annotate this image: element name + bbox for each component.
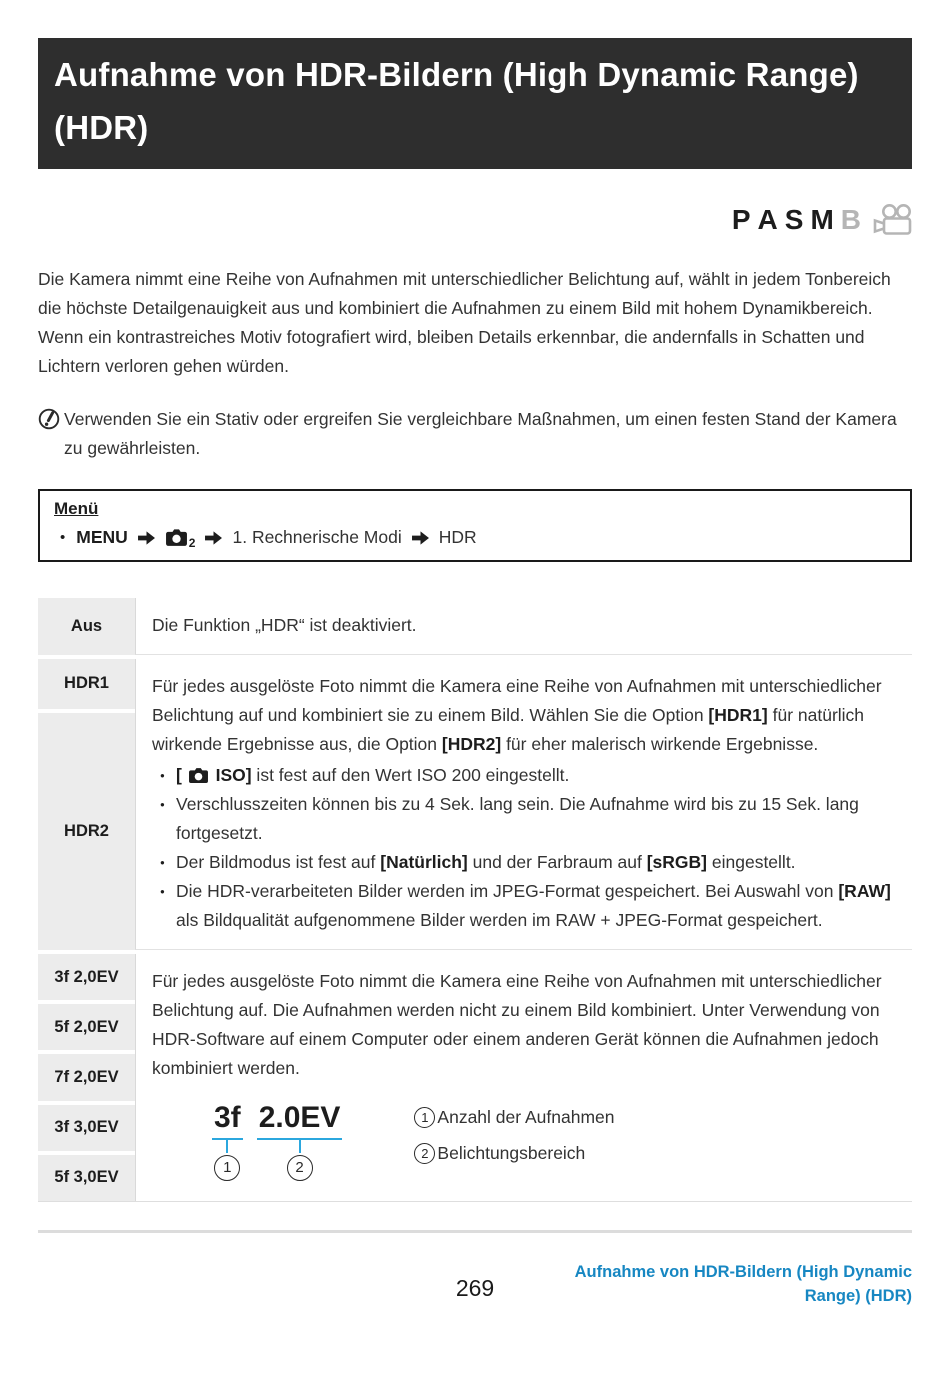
- bullet-dot: •: [60, 528, 66, 546]
- legend-item: [414, 1139, 614, 1168]
- arrow-right-icon: [411, 530, 430, 546]
- menu-step-modes: 1. Rechnerische Modi: [232, 526, 402, 547]
- option-label-3f30: 3f 3,0EV: [38, 1105, 135, 1151]
- diagram-legend: [414, 1101, 614, 1168]
- legend-number-1: 1: [414, 1107, 435, 1128]
- legend-label: Anzahl der Aufnahmen: [437, 1106, 615, 1127]
- callout-number-2: 2: [287, 1155, 313, 1181]
- menu-step-hdr: HDR: [438, 526, 477, 547]
- list-item: [160, 761, 896, 790]
- option-label-7f20: 7f 2,0EV: [38, 1054, 135, 1100]
- option-label-3f20: 3f 2,0EV: [38, 954, 135, 1000]
- menu-box: [38, 489, 912, 562]
- legend-number-2: 2: [414, 1143, 435, 1164]
- notation-sample: [212, 1101, 342, 1181]
- description-text: Die Funktion „HDR“ ist deaktiviert.: [152, 614, 417, 635]
- mode-a: A: [757, 203, 778, 235]
- option-description: [135, 954, 912, 1201]
- mode-p: P: [731, 203, 751, 235]
- table-row: [38, 598, 912, 655]
- arrow-right-icon: [204, 530, 223, 546]
- ev-group: [257, 1101, 343, 1181]
- list-item: [160, 790, 896, 848]
- arrow-right-icon: [137, 530, 156, 546]
- notation-diagram: [212, 1101, 896, 1181]
- table-row: [38, 954, 912, 1201]
- movie-camera-icon: [872, 203, 912, 237]
- option-description: [135, 659, 912, 950]
- legend-item: [414, 1103, 614, 1132]
- hdr-options-table: [38, 598, 912, 1202]
- legend-label: Belichtungsbereich: [437, 1142, 586, 1163]
- list-item: [160, 848, 896, 877]
- menu-step-menu: MENU: [76, 526, 128, 547]
- caution-note: [38, 405, 910, 463]
- option-label-5f20: 5f 2,0EV: [38, 1004, 135, 1050]
- option-label-hdr1: HDR1: [38, 659, 135, 709]
- camera2-subscript: 2: [188, 536, 196, 551]
- shots-group: [212, 1101, 243, 1181]
- mode-b: B: [840, 203, 861, 235]
- shots-value: 3f: [214, 1100, 241, 1134]
- option-label-aus: Aus: [38, 598, 135, 655]
- option-labels: [38, 659, 135, 950]
- option-labels: [38, 954, 135, 1201]
- description-text: Für jedes ausgelöste Foto nimmt die Kamera eine Reihe von Aufnahmen mit unterschiedlicher Belichtung auf. Die Aufnahmen werden nicht zu einem Bild kombiniert. Unter Verwendung von HDR-Software auf einem Computer oder einem anderen Gerät können die Aufnahmen jedoch kombiniert werden.: [152, 970, 882, 1078]
- footer: [38, 1261, 912, 1321]
- ev-value: 2.0EV: [258, 1100, 341, 1134]
- page-number: 269: [455, 1274, 495, 1301]
- page-title-bar: [38, 38, 912, 169]
- table-row: [38, 659, 912, 950]
- caution-icon: [38, 405, 64, 439]
- footer-section-link[interactable]: Aufnahme von HDR-Bildern (High Dynamic Range) (HDR): [574, 1262, 912, 1305]
- description-bullet-list: [152, 761, 896, 935]
- camera2-menu-icon: [165, 527, 196, 551]
- callout-number-1: 1: [214, 1155, 240, 1181]
- intro-paragraph: Die Kamera nimmt eine Reihe von Aufnahmen mit unterschiedlicher Belichtung auf, wählt in jedem Tonbereich die höchste Detailgenauigkeit aus und kombiniert die Aufnahmen zu einem Bild mit hohem Dynamikbereich. Wenn ein kontrastreiches Motiv fotografiert wird, bleiben Details erkennbar, die andernfalls in Schatten und Lichtern verloren gehen würden.: [38, 268, 891, 376]
- bullet-text: Der Bildmodus ist fest auf [Natürlich] und der Farbraum auf [sRGB] eingestellt.: [176, 851, 796, 872]
- menu-heading: Menü: [54, 498, 99, 518]
- list-item: [160, 877, 896, 935]
- callout-brace: [257, 1138, 343, 1153]
- bullet-text: [ ISO] ist fest auf den Wert ISO 200 eingestellt.: [176, 764, 570, 785]
- menu-path: [54, 526, 896, 551]
- caution-text: Verwenden Sie ein Stativ oder ergreifen Sie vergleichbare Maßnahmen, um einen festen Stand der Kamera zu gewährleisten.: [64, 408, 897, 458]
- callout-brace: [212, 1138, 243, 1153]
- page-title: Aufnahme von HDR-Bildern (High Dynamic Range) (HDR): [54, 56, 859, 147]
- option-label-5f30: 5f 3,0EV: [38, 1155, 135, 1201]
- camera-icon: [188, 766, 209, 784]
- shooting-mode-indicators: [38, 201, 912, 239]
- mode-m: M: [810, 203, 834, 235]
- footer-divider: [38, 1230, 912, 1233]
- option-label-hdr2: HDR2: [38, 713, 135, 950]
- option-description: [135, 598, 912, 655]
- option-labels: [38, 598, 135, 655]
- bullet-text: Die HDR-verarbeiteten Bilder werden im JPEG-Format gespeichert. Bei Auswahl von [RAW] als Bildqualität aufgenommene Bilder werden im RAW + JPEG-Format gespeichert.: [176, 880, 891, 930]
- description-text: Für jedes ausgelöste Foto nimmt die Kamera eine Reihe von Aufnahmen mit unterschiedlicher Belichtung auf und kombiniert sie zu einem Bild. Wählen Sie die Option [HDR1] für natürlich wirkende Ergebnisse aus, die Option [HDR2] für eher malerisch wirkende Ergebnisse.: [152, 675, 882, 754]
- bullet-text: Verschlusszeiten können bis zu 4 Sek. lang sein. Die Aufnahme wird bis zu 15 Sek. lang fortgesetzt.: [176, 793, 859, 843]
- mode-s: S: [784, 203, 804, 235]
